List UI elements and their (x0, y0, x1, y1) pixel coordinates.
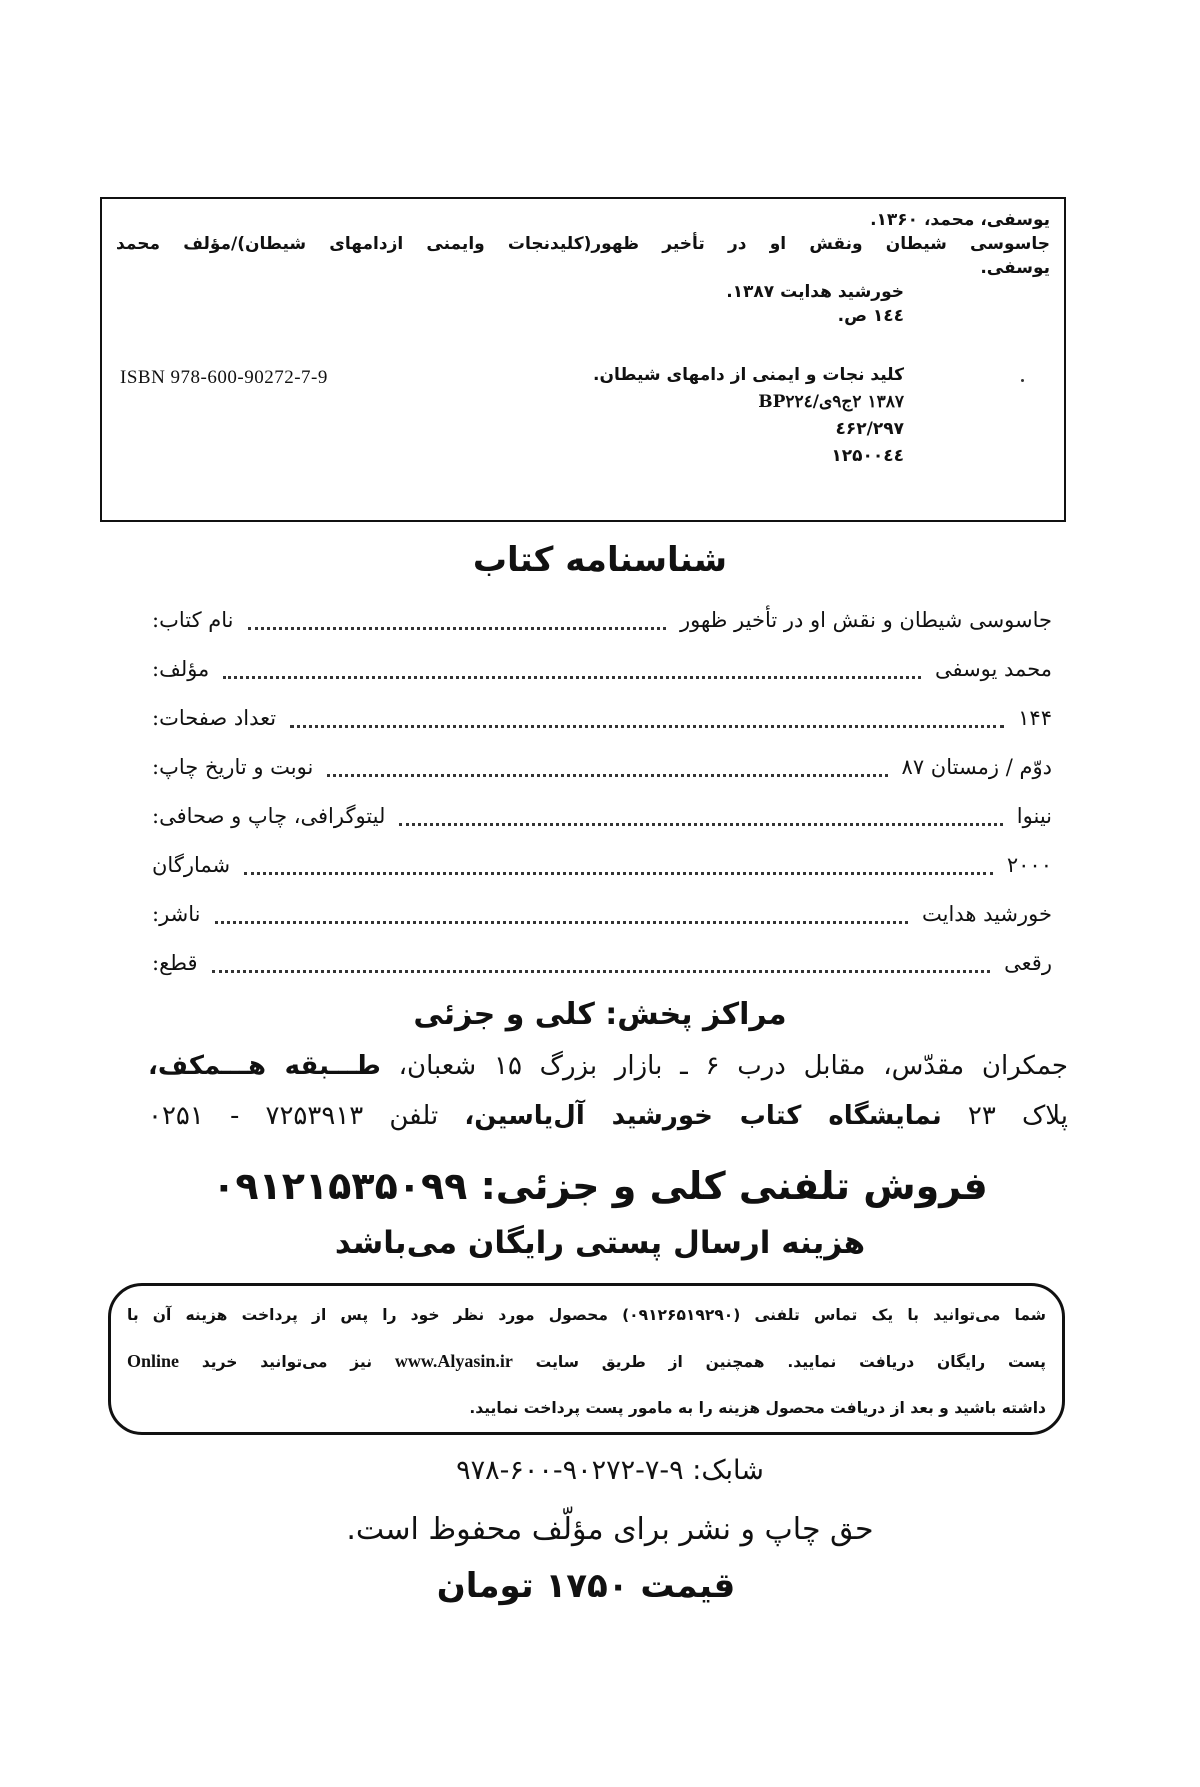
dot-leader (244, 872, 993, 875)
address-phone: تلفن ۷۲۵۳۹۱۳ - ۰۲۵۱ (148, 1101, 465, 1131)
cip-dewey: ۲۹۷/٤۶۲ (835, 419, 904, 439)
notice-line-2 (127, 1338, 1046, 1385)
free-shipping-note: هزینه ارسال پستی رایگان می‌باشد (334, 1225, 866, 1261)
field-label: شمارگان (152, 853, 231, 877)
field-label: قطع: (152, 951, 198, 975)
cip-classification: ۱۳۸۷ ۲ج۹ی/BP۲۲٤ (758, 392, 904, 412)
dot-leader (223, 676, 921, 679)
notice-text: نیز می‌توانید خرید (179, 1353, 395, 1371)
cip-alt-title: کلید نجات و ایمنی از دامهای شیطان. (593, 365, 904, 385)
cip-author: یوسفی، محمد، ۱۳۶۰. (870, 210, 1050, 230)
field-label: نام کتاب: (152, 608, 234, 632)
field-value: جاسوسی شیطان و نقش او در تأخیر ظهور (679, 608, 1052, 632)
phone-sales: فروش تلفنی کلی و جزئی: ۰۹۱۲۱۵۳۵۰۹۹ (212, 1164, 988, 1208)
field-value: خورشید هدایت (922, 902, 1052, 926)
website-link[interactable]: www.Alyasin.ir (394, 1351, 513, 1371)
cip-isbn: ISBN 978-600-90272-7-9 (120, 367, 328, 388)
field-author (152, 649, 1052, 689)
field-publisher (152, 894, 1052, 934)
field-label: ناشر: (152, 902, 201, 926)
field-value: رقعی (1004, 951, 1052, 975)
field-value: دوّم / زمستان ۸۷ (901, 755, 1052, 779)
notice-text: پست رایگان دریافت نمایید. همچنین از طریق سایت (512, 1353, 1046, 1371)
notice-line-3: داشته باشید و بعد از دریافت محصول هزینه را به مامور پست پرداخت نمایید. (469, 1399, 1046, 1417)
order-notice-box (108, 1283, 1065, 1435)
address-plate: پلاک ۲۳ (941, 1101, 1068, 1131)
cataloguing-box (100, 197, 1066, 522)
dot-leader (212, 970, 991, 973)
stray-dot (1021, 379, 1024, 382)
field-label: لیتوگرافی، چاپ و صحافی: (152, 804, 386, 828)
address-store: نمایشگاه کتاب خورشید آل‌یاسین، (464, 1101, 942, 1131)
field-print-run (152, 845, 1052, 885)
field-label: تعداد صفحات: (152, 706, 277, 730)
dot-leader (290, 725, 1004, 728)
cip-record-number: ۱۲۵۰۰٤٤ (831, 446, 904, 466)
field-book-name (152, 600, 1052, 640)
field-value: نینوا (1016, 804, 1052, 828)
field-format (152, 943, 1052, 983)
cip-publisher: خورشید هدایت ۱۳۸۷. (726, 282, 904, 302)
address-text: جمکران مقدّس، مقابل درب ۶ ـ بازار بزرگ ۱۵ شعبان، (380, 1051, 1069, 1081)
distribution-address-line1 (148, 1043, 1068, 1089)
cip-title: جاسوسی شیطان ونقش او در تأخیر ظهور(کلیدنجات وایمنی ازدامهای شیطان)/مؤلف محمد (116, 234, 1050, 254)
field-page-count (152, 698, 1052, 738)
field-edition-date (152, 747, 1052, 787)
field-label: مؤلف: (152, 657, 210, 681)
isbn-persian: شابک: ۹-۷-۹۰۲۷۲-۶۰۰-۹۷۸ (456, 1455, 764, 1486)
field-value: ۱۴۴ (1018, 706, 1052, 730)
notice-line-1: شما می‌توانید با یک تماس تلفنی (۰۹۱۲۶۵۱۹۲۹۰) محصول مورد نظر خود را پس از پرداخت هزینه آن با (127, 1306, 1046, 1324)
address-floor: طـــبقه هـــمکف، (148, 1051, 381, 1081)
field-label: نوبت و تاریخ چاپ: (152, 755, 314, 779)
price: قیمت ۱۷۵۰ تومان (436, 1566, 736, 1606)
cip-pages: ۱٤٤ ص. (837, 306, 904, 326)
dot-leader (399, 823, 1002, 826)
dot-leader (327, 774, 887, 777)
distribution-address-line2 (148, 1093, 1068, 1139)
online-label: Online (127, 1351, 180, 1371)
field-printing (152, 796, 1052, 836)
dot-leader (248, 627, 666, 630)
page-title: شناسنامه کتاب (472, 540, 728, 580)
field-value: ۲۰۰۰ (1006, 853, 1052, 877)
copyright-notice: حق چاپ و نشر برای مؤلّف محفوظ است. (346, 1512, 874, 1547)
dot-leader (215, 921, 908, 924)
field-value: محمد یوسفی (934, 657, 1052, 681)
cip-title-cont: یوسفی. (980, 258, 1050, 278)
distribution-title: مراکز پخش: کلی و جزئی (413, 997, 787, 1032)
